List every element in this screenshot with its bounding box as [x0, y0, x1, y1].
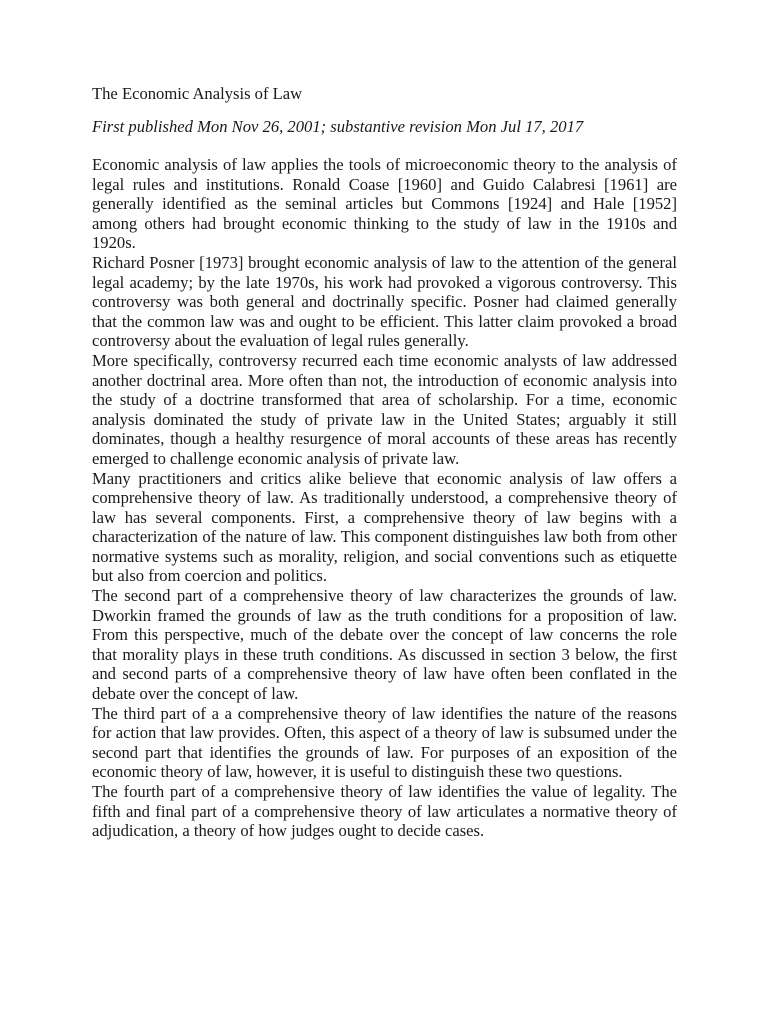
paragraph-2: Richard Posner [1973] brought economic analysis of law to the attention of the general legal academy; by the late 1970s, his work had provoked a vigorous controversy. This controversy was both general and doctrinally specific. Posner had claimed generally that the common law was and ought to be efficient. This latter claim provoked a broad controversy about the evaluation of legal rules generally.: [92, 252, 677, 351]
paragraph-1: Economic analysis of law applies the tools of microeconomic theory to the analysis of legal rules and institutions. Ronald Coase [1960] and Guido Calabresi [1961] are generally identified as the seminal articles but Commons [1924] and Hale [1952] among others had brought economic thinking to the study of law in the 1910s and 1920s.: [92, 155, 677, 253]
paragraph-5: The second part of a comprehensive theory of law characterizes the grounds of law. Dworkin framed the grounds of law as the truth conditions for a proposition of law. From this perspective, much of the debate over the concept of law concerns the role that morality plays in these truth conditions. As discussed in section 3 below, the first and second parts of a comprehensive theory of law have often been conflated in the debate over the concept of law.: [92, 586, 677, 704]
paragraph-4: Many practitioners and critics alike believe that economic analysis of law offers a comprehensive theory of law. As traditionally understood, a comprehensive theory of law has several components. First, a comprehensive theory of law begins with a characterization of the nature of law. This component distinguishes law both from other normative systems such as morality, religion, and social conventions such as etiquette but also from coercion and politics.: [92, 468, 677, 586]
publication-info: First published Mon Nov 26, 2001; substantive revision Mon Jul 17, 2017: [92, 117, 584, 136]
document-title: The Economic Analysis of Law: [92, 84, 303, 103]
paragraph-6: The third part of a a comprehensive theory of law identifies the nature of the reasons for action that law provides. Often, this aspect of a theory of law is subsumed under the second part that identifies the grounds of law. For purposes of an exposition of the economic theory of law, however, it is useful to distinguish these two questions.: [92, 703, 677, 782]
document-page: [92, 84, 677, 841]
paragraph-7: The fourth part of a comprehensive theory of law identifies the value of legality. The fifth and final part of a comprehensive theory of law articulates a normative theory of adjudication, a theory of how judges ought to decide cases.: [92, 782, 677, 841]
paragraph-3: More specifically, controversy recurred each time economic analysts of law addressed another doctrinal area. More often than not, the introduction of economic analysis into the study of a doctrine transformed that area of scholarship. For a time, economic analysis dominated the study of private law in the United States; arguably it still dominates, though a healthy resurgence of moral accounts of these areas has recently emerged to challenge economic analysis of private law.: [92, 350, 677, 468]
